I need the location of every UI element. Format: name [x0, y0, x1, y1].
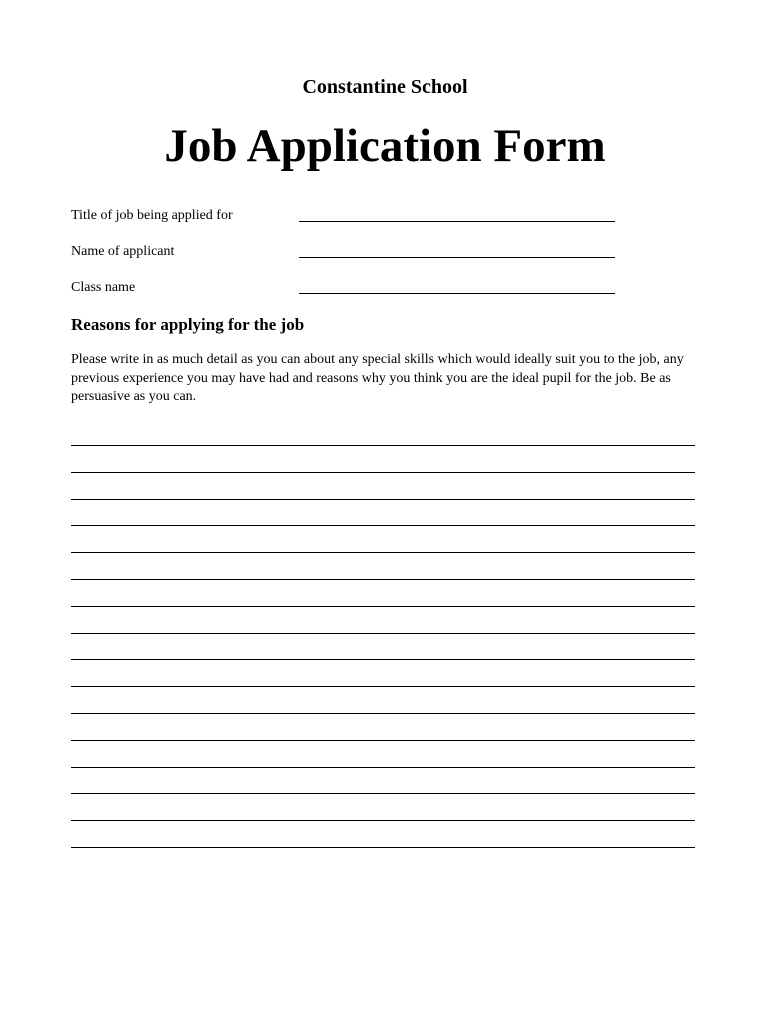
reasons-heading: Reasons for applying for the job — [71, 315, 305, 334]
answer-line[interactable] — [71, 713, 695, 740]
answer-line[interactable] — [71, 633, 695, 660]
answer-line[interactable] — [71, 847, 695, 849]
job-title-label: Title of job being applied for — [71, 208, 233, 223]
answer-line[interactable] — [71, 767, 695, 794]
applicant-name-input-line[interactable] — [299, 257, 615, 258]
answer-line[interactable] — [71, 552, 695, 579]
class-name-field-row — [71, 279, 616, 299]
answer-line[interactable] — [71, 445, 695, 472]
answer-line[interactable] — [71, 606, 695, 633]
answer-line[interactable] — [71, 686, 695, 713]
job-title-input-line[interactable] — [299, 221, 615, 222]
answer-line[interactable] — [71, 525, 695, 552]
applicant-name-label: Name of applicant — [71, 244, 175, 259]
answer-line[interactable] — [71, 793, 695, 820]
answer-line[interactable] — [71, 740, 695, 767]
reasons-answer-area[interactable] — [71, 445, 695, 855]
reasons-instructions: Please write in as much detail as you can about any special skills which would ideally suit you to the job, any previous experience you may have had and reasons why you think you are the ideal pupil for the job. Be as persuasive as you can. — [71, 352, 684, 404]
answer-line[interactable] — [71, 472, 695, 499]
answer-line[interactable] — [71, 579, 695, 606]
answer-line[interactable] — [71, 499, 695, 526]
answer-line[interactable] — [71, 659, 695, 686]
job-title-field-row — [71, 207, 616, 227]
class-name-label: Class name — [71, 280, 136, 295]
class-name-input-line[interactable] — [299, 293, 615, 294]
form-title: Job Application Form — [164, 120, 606, 172]
answer-line[interactable] — [71, 820, 695, 847]
school-name: Constantine School — [302, 76, 468, 98]
applicant-name-field-row — [71, 243, 616, 263]
